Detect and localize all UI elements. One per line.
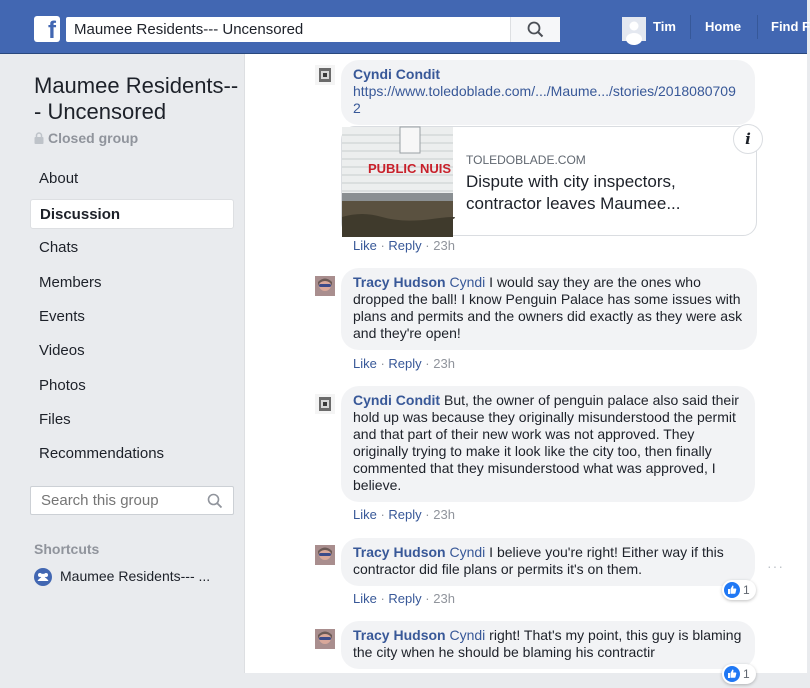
nav-home[interactable]: Home <box>705 19 742 34</box>
search-icon <box>527 21 544 38</box>
sidebar-item-recommendations[interactable]: Recommendations <box>39 445 165 462</box>
sidebar-item-members[interactable]: Members <box>39 274 102 291</box>
comment-bubble <box>341 386 755 502</box>
like-link[interactable]: Like <box>353 356 377 371</box>
more-options-icon[interactable]: ··· <box>767 558 784 574</box>
reply-link[interactable]: Reply <box>388 507 422 522</box>
nav-divider <box>757 15 758 39</box>
lock-icon <box>34 132 44 144</box>
comment-actions: Like · Reply · 23h <box>353 507 455 522</box>
comment-timestamp[interactable]: 23h <box>433 356 455 371</box>
like-link[interactable]: Like <box>353 591 377 606</box>
group-privacy <box>34 130 138 146</box>
info-icon[interactable]: i <box>733 124 763 154</box>
avatar[interactable] <box>315 65 335 85</box>
group-sidebar <box>0 54 245 673</box>
privacy-label: Closed group <box>48 130 139 146</box>
sidebar-item-discussion[interactable]: Discussion <box>30 199 234 229</box>
comment-actions: Like · Reply · 23h <box>353 356 455 371</box>
shortcut-label: Maumee Residents--- ... <box>60 568 211 584</box>
reaction-count[interactable]: 1 <box>722 580 756 600</box>
link-preview-title[interactable]: Dispute with city inspectors, contractor leaves Maumee... <box>466 172 681 213</box>
group-search-box[interactable] <box>30 486 234 515</box>
sidebar-item-events[interactable]: Events <box>39 308 85 325</box>
facebook-logo-icon[interactable]: f <box>34 16 60 42</box>
reply-link[interactable]: Reply <box>388 356 422 371</box>
comment-text: right! That's my point, this guy is blaming the city when he should be blaming his contractir <box>353 627 742 660</box>
comment-actions: Like · Reply · 23h <box>353 238 455 253</box>
reaction-count[interactable]: 1 <box>722 664 756 684</box>
like-reaction-icon <box>724 582 740 598</box>
comments-feed <box>245 54 807 681</box>
link-preview-image <box>342 127 453 237</box>
comment-text: I would say they are the ones who dropped the ball! I know Penguin Palace has some issues with plans and permits and the owners did exactly as they were ask and they're open! <box>353 274 743 341</box>
comment-mention[interactable]: Cyndi <box>449 274 486 290</box>
avatar[interactable] <box>315 276 335 296</box>
shortcuts-heading: Shortcuts <box>34 541 100 557</box>
sidebar-item-photos[interactable]: Photos <box>39 377 86 394</box>
avatar[interactable] <box>315 394 335 414</box>
group-search-input[interactable] <box>39 491 203 510</box>
comment-text: I believe you're right! Either way if this contractor did file plans or permits it's on them. <box>353 544 724 577</box>
like-link[interactable]: Like <box>353 507 377 522</box>
link-preview-card[interactable] <box>341 126 757 236</box>
sidebar-item-chats[interactable]: Chats <box>39 239 79 256</box>
top-navigation-bar <box>0 0 810 54</box>
global-search-input[interactable] <box>66 17 560 42</box>
reply-link[interactable]: Reply <box>388 591 422 606</box>
svg-text:PUBLIC NUIS: PUBLIC NUIS <box>368 161 452 176</box>
nav-divider <box>690 15 691 39</box>
comment-author[interactable]: Cyndi Condit <box>353 66 441 82</box>
sidebar-item-videos[interactable]: Videos <box>39 342 85 359</box>
comment-author[interactable]: Tracy Hudson <box>353 627 446 643</box>
comment-mention[interactable]: Cyndi <box>449 544 486 560</box>
comment-bubble <box>341 621 755 669</box>
comment-link[interactable]: https://www.toledoblade.com/.../Maume.../stories/20180807092 <box>353 83 736 116</box>
comment-author[interactable]: Cyndi Condit <box>353 392 441 408</box>
like-link[interactable]: Like <box>353 238 377 253</box>
nav-find-friends[interactable]: Find F <box>771 19 810 34</box>
group-icon <box>34 568 52 586</box>
comment-timestamp[interactable]: 23h <box>433 238 455 253</box>
sidebar-item-about[interactable]: About <box>39 170 79 187</box>
comment-author[interactable]: Tracy Hudson <box>353 544 446 560</box>
comment-bubble <box>341 538 755 586</box>
comment-actions: Like · Reply · 23h <box>353 591 455 606</box>
user-avatar[interactable] <box>622 17 646 41</box>
comment-timestamp[interactable]: 23h <box>433 507 455 522</box>
sidebar-item-files[interactable]: Files <box>39 411 71 428</box>
group-title[interactable]: Maumee Residents--- Uncensored <box>34 73 239 124</box>
like-reaction-icon <box>724 666 740 682</box>
comment-bubble <box>341 60 755 125</box>
link-preview-source: TOLEDOBLADE.COM <box>466 153 586 167</box>
comment-bubble <box>341 268 757 350</box>
nav-user-name[interactable]: Tim <box>653 19 676 34</box>
avatar[interactable] <box>315 629 335 649</box>
shortcut-item[interactable] <box>34 568 210 586</box>
comment-timestamp[interactable]: 23h <box>433 591 455 606</box>
search-icon[interactable] <box>207 493 223 509</box>
avatar[interactable] <box>315 545 335 565</box>
comment-text: But, the owner of penguin palace also said their hold up was because they originally misunderstood the permit and that part of their new work was not approved. They originally trying to make it look like the city too, then finally commented that they misunderstood what was approved, I believe. <box>353 392 739 493</box>
comment-author[interactable]: Tracy Hudson <box>353 274 446 290</box>
comment-mention[interactable]: Cyndi <box>449 627 486 643</box>
search-button[interactable] <box>510 17 560 42</box>
reply-link[interactable]: Reply <box>388 238 422 253</box>
